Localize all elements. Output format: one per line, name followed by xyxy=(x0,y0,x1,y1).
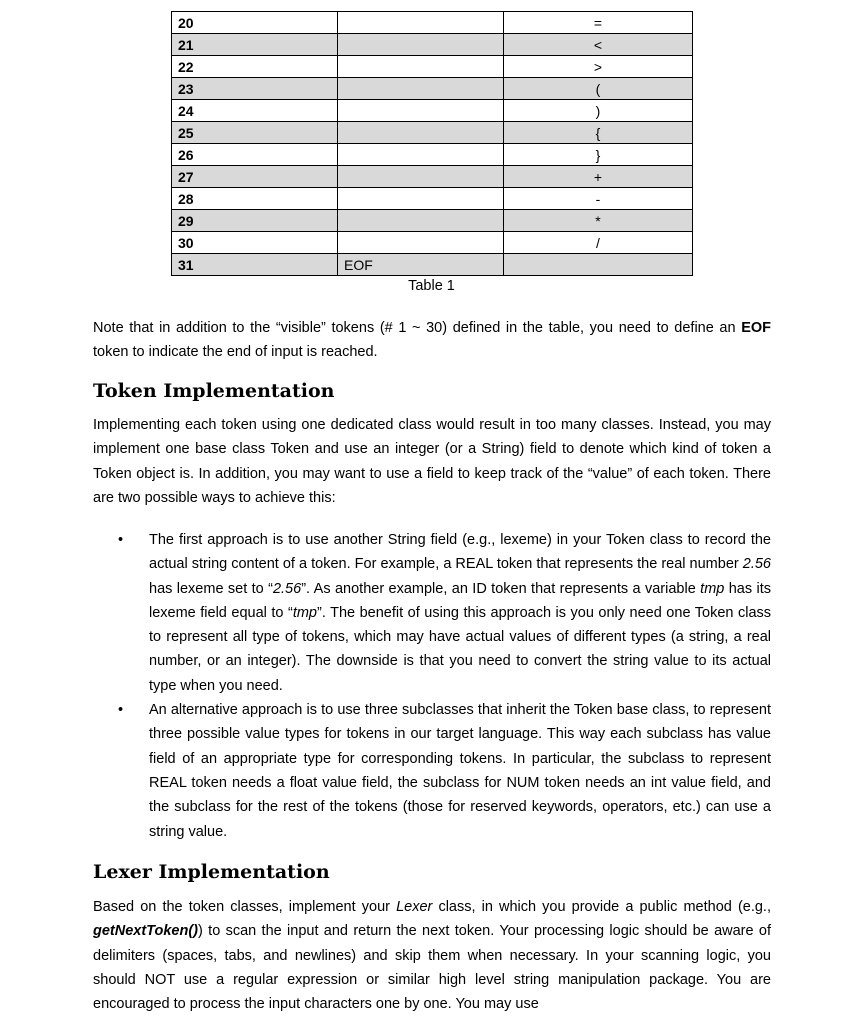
token-name-cell xyxy=(338,166,504,188)
token-number-cell: 28 xyxy=(172,188,338,210)
token-symbol-cell: { xyxy=(504,122,693,144)
note-paragraph xyxy=(93,316,771,365)
token-symbol-cell: / xyxy=(504,232,693,254)
table-row xyxy=(172,232,693,254)
table-row xyxy=(172,56,693,78)
note-text: Note that in addition to the “visible” tokens (# 1 ~ 30) defined in the table, you need to define an xyxy=(93,320,742,336)
token-number-cell: 21 xyxy=(172,34,338,56)
table-row xyxy=(172,122,693,144)
token-name-cell: EOF xyxy=(338,254,504,276)
token-name-cell xyxy=(338,12,504,34)
token-number-cell: 30 xyxy=(172,232,338,254)
token-number-cell: 27 xyxy=(172,166,338,188)
token-symbol-cell xyxy=(504,254,693,276)
table-row xyxy=(172,144,693,166)
approach-list xyxy=(93,528,771,844)
token-name-cell xyxy=(338,100,504,122)
token-name-cell xyxy=(338,144,504,166)
token-table xyxy=(171,11,693,276)
token-symbol-cell: * xyxy=(504,210,693,232)
token-number-cell: 20 xyxy=(172,12,338,34)
token-symbol-cell: = xyxy=(504,12,693,34)
token-implementation-heading: Token Implementation xyxy=(93,380,335,402)
table-row xyxy=(172,166,693,188)
token-name-cell xyxy=(338,188,504,210)
table-row xyxy=(172,34,693,56)
token-number-cell: 23 xyxy=(172,78,338,100)
table-row xyxy=(172,100,693,122)
token-name-cell xyxy=(338,232,504,254)
token-number-cell: 26 xyxy=(172,144,338,166)
token-symbol-cell: ) xyxy=(504,100,693,122)
token-symbol-cell: > xyxy=(504,56,693,78)
table-row xyxy=(172,188,693,210)
token-number-cell: 31 xyxy=(172,254,338,276)
lexer-implementation-paragraph: Based on the token classes, implement your Lexer class, in which you provide a public method (e.g., getNextToken()) to scan the input and return the next token. Your processing logic should be aware of delimiters (spaces, tabs, and newlines) and skip them when necessary. In your scanning logic, you should NOT use a regular expression or similar high level string manipulation package. You are encouraged to process the input characters one by one. You may use xyxy=(93,899,771,1013)
token-name-cell xyxy=(338,122,504,144)
token-number-cell: 24 xyxy=(172,100,338,122)
table-row xyxy=(172,254,693,276)
token-symbol-cell: ( xyxy=(504,78,693,100)
note-text-end: token to indicate the end of input is reached. xyxy=(93,344,378,361)
bullet-icon: • xyxy=(118,702,124,719)
token-number-cell: 22 xyxy=(172,56,338,78)
token-number-cell: 29 xyxy=(172,210,338,232)
token-name-cell xyxy=(338,78,504,100)
token-name-cell xyxy=(338,34,504,56)
token-number-cell: 25 xyxy=(172,122,338,144)
list-item: • The first approach is to use another String field (e.g., lexeme) in your Token class to record the actual string content of a token. For example, a REAL token that represents the real number 2.56 has lexeme set to “2.56”. As another example, an ID token that represents a variable tmp has its lexeme field equal to “tmp”. The benefit of using this approach is you only need one Token class to represent all type of tokens, which may have actual values of different types (a string, a real number, or an integer). The downside is that you need to convert the string value to its actual type when you need. xyxy=(93,528,771,698)
bullet-icon: • xyxy=(118,532,124,548)
token-symbol-cell: < xyxy=(504,34,693,56)
token-symbol-cell: } xyxy=(504,144,693,166)
table-row xyxy=(172,12,693,34)
lexer-implementation-heading: Lexer Implementation xyxy=(93,861,330,883)
table-row xyxy=(172,210,693,232)
token-name-cell xyxy=(338,56,504,78)
token-implementation-paragraph: Implementing each token using one dedicated class would result in too many classes. Instead, you may implement one base class Token and use an integer (or a String) field to denote which kind of token a Token object is. In addition, you may want to use a field to keep track of the “value” of each token. There are two possible ways to achieve this: xyxy=(93,417,771,506)
list-item: • An alternative approach is to use three subclasses that inherit the Token base class, to represent three possible value types for tokens in our target language. This way each subclass has value field of an appropriate type for corresponding tokens. In particular, the subclass to represent REAL token needs a float value field, the subclass for NUM token needs an int value field, and the subclass for the rest of the tokens (those for reserved keywords, operators, etc.) can use a string value. xyxy=(93,698,771,844)
table-row xyxy=(172,78,693,100)
token-symbol-cell: - xyxy=(504,188,693,210)
note-bold: EOF xyxy=(741,320,771,336)
token-name-cell xyxy=(338,210,504,232)
token-symbol-cell: + xyxy=(504,166,693,188)
table-caption: Table 1 xyxy=(408,278,455,294)
